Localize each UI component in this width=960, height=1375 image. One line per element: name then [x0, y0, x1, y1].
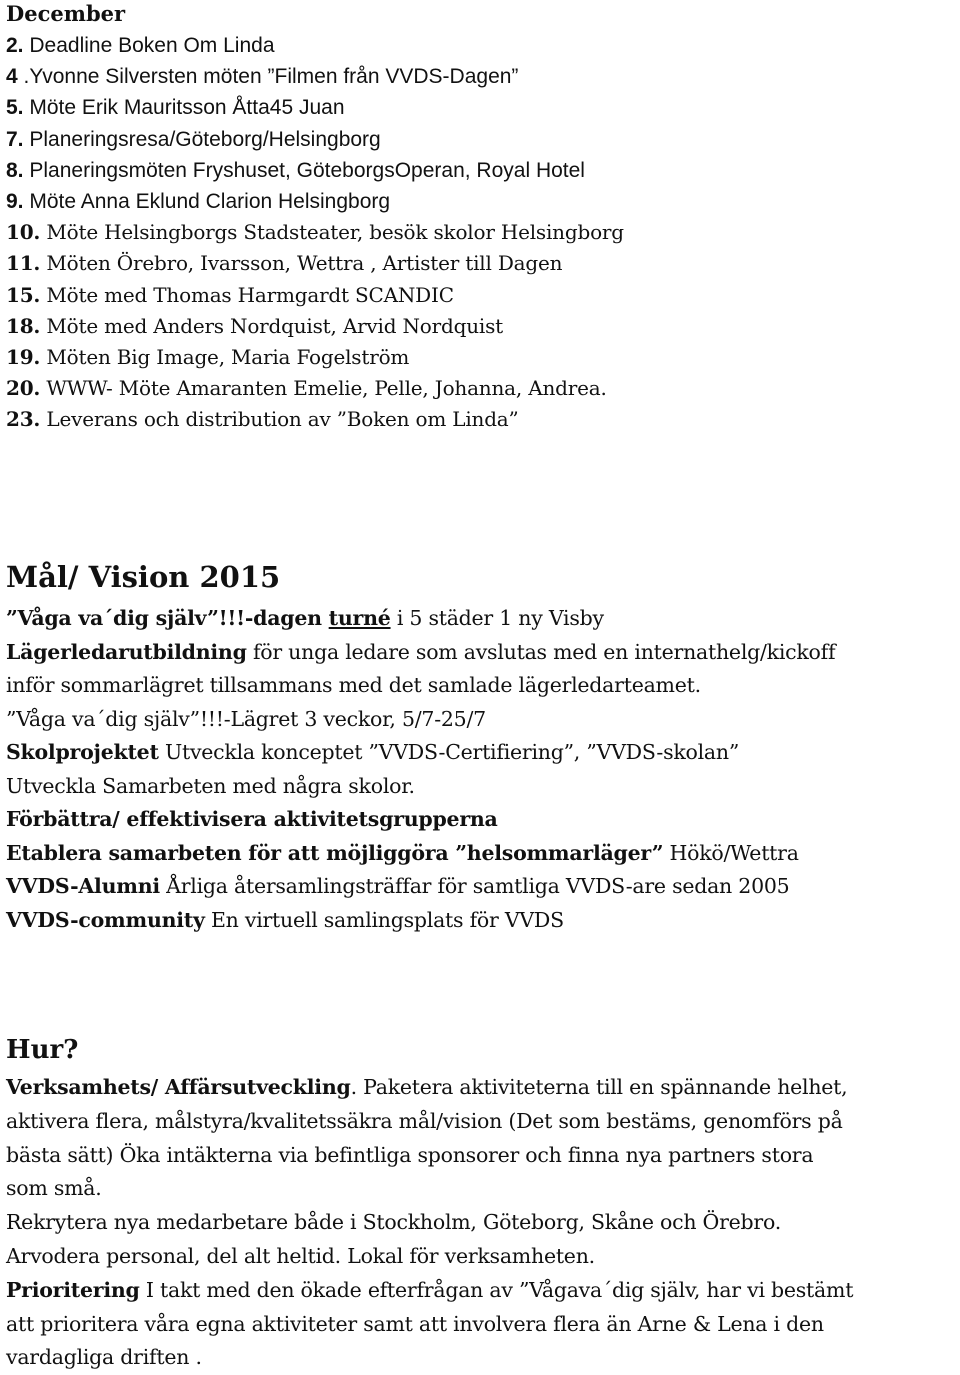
december-item-number: 23. — [6, 407, 41, 432]
december-item-text: Möte med Thomas Harmgardt SCANDIC — [46, 282, 454, 307]
vision-l1-bold: ”Våga va´dig själv”!!!-dagen — [6, 606, 329, 630]
december-item-text: WWW- Möte Amaranten Emelie, Pelle, Johanna, Andrea. — [46, 376, 607, 401]
hur-section — [6, 1071, 956, 1375]
hur-p1-line-4: som små. — [6, 1176, 102, 1201]
vision-line-5 — [6, 736, 956, 770]
hur-p1-bold: Verksamhets/ Affärsutveckling — [6, 1075, 351, 1099]
hur-p1-line-3: bästa sätt) Öka intäkterna via befintliga sponsorer och finna nya partners stora — [6, 1142, 814, 1167]
december-item — [6, 186, 624, 217]
december-item-text: Deadline Boken Om Linda — [29, 34, 275, 57]
december-item — [6, 30, 624, 61]
vision-line-4: ”Våga va´dig själv”!!!-Lägret 3 veckor, 5/7-25/7 — [6, 706, 486, 731]
december-item — [6, 248, 624, 279]
hur-p4-bold: Prioritering — [6, 1277, 140, 1302]
vision-l5-bold: Skolprojektet — [6, 740, 159, 764]
december-item-number: 15. — [6, 282, 41, 307]
vision-heading: Mål/ Vision 2015 — [6, 560, 281, 594]
december-item-number: 8. — [6, 158, 24, 182]
december-item-text: Planeringsmöten Fryshuset, GöteborgsOperan, Royal Hotel — [29, 158, 585, 182]
december-item-number: 19. — [6, 344, 41, 369]
vision-line-3: inför sommarlägret tillsammans med det samlade lägerledarteamet. — [6, 673, 701, 697]
vision-l8-bold: Etablera samarbeten för att möjliggöra ”helsommarläger” — [6, 840, 664, 865]
december-item-number: 2. — [6, 34, 24, 57]
hur-p3: Arvodera personal, del alt heltid. Lokal för verksamheten. — [6, 1243, 595, 1268]
december-item-text: Möten Örebro, Ivarsson, Wettra , Artister till Dagen — [46, 251, 563, 276]
december-item-number: 5. — [6, 96, 24, 120]
hur-p4-line-1 — [6, 1274, 956, 1308]
vision-l2-bold: Lägerledarutbildning — [6, 639, 247, 664]
december-list — [6, 30, 624, 435]
december-item — [6, 61, 624, 92]
december-item — [6, 342, 624, 373]
vision-section — [6, 602, 956, 937]
december-item-text: Möten Big Image, Maria Fogelström — [46, 344, 410, 369]
hur-p1-line-2: aktivera flera, målstyra/kvalitetssäkra mål/vision (Det som bestäms, genomförs på — [6, 1108, 843, 1133]
hur-p4-line-3: vardagliga driften . — [6, 1345, 202, 1370]
december-item-text: Möte Erik Mauritsson Åtta45 Juan — [29, 96, 345, 120]
vision-line-2 — [6, 636, 956, 670]
december-item-number: 11. — [6, 251, 41, 276]
december-item-text: Möte Anna Eklund Clarion Helsingborg — [29, 189, 391, 213]
vision-l1-underline: turné — [328, 606, 391, 630]
december-heading: December — [6, 1, 126, 26]
hur-p4-line-2: att prioritera våra egna aktiviteter samt att involvera flera än Arne & Lena i den — [6, 1311, 824, 1336]
vision-line-6: Utveckla Samarbeten med några skolor. — [6, 773, 415, 798]
december-item-number: 9. — [6, 189, 24, 213]
vision-line-9 — [6, 870, 956, 904]
december-item — [6, 404, 624, 435]
december-item — [6, 373, 624, 404]
december-item-text: Planeringsresa/Göteborg/Helsingborg — [29, 127, 381, 151]
december-item — [6, 280, 624, 311]
december-item-number: 20. — [6, 376, 41, 401]
hur-p2: Rekrytera nya medarbetare både i Stockholm, Göteborg, Skåne och Örebro. — [6, 1210, 781, 1235]
december-item-number: 10. — [6, 220, 41, 245]
hur-heading: Hur? — [6, 1035, 79, 1065]
december-item — [6, 124, 624, 155]
hur-p4-l1-rest: I takt med den ökade efterfrågan av ”Vågava´dig själv, har vi bestämt — [139, 1277, 854, 1302]
hur-p1-line-1 — [6, 1071, 956, 1105]
hur-p1-l1-rest: . Paketera aktiviteterna till en spännande helhet, — [350, 1075, 848, 1099]
december-item-text: Leverans och distribution av ”Boken om Linda” — [46, 407, 519, 432]
december-item-number: 18. — [6, 313, 41, 338]
december-item-text: Möte med Anders Nordquist, Arvid Nordquist — [46, 313, 503, 338]
vision-line-7: Förbättra/ effektivisera aktivitetsgrupperna — [6, 807, 498, 831]
december-item-number: 7. — [6, 127, 24, 151]
vision-l1-rest: i 5 städer 1 ny Visby — [390, 606, 604, 630]
vision-l10-bold: VVDS-community — [6, 907, 205, 932]
december-item — [6, 155, 624, 186]
vision-l9-rest: Årliga återsamlingsträffar för samtliga VVDS-are sedan 2005 — [159, 874, 790, 898]
vision-l9-bold: VVDS-Alumni — [6, 874, 160, 898]
vision-line-10 — [6, 904, 956, 938]
vision-l2-rest: för unga ledare som avslutas med en internathelg/kickoff — [246, 639, 836, 664]
vision-line-1 — [6, 602, 956, 636]
vision-l10-rest: En virtuell samlingsplats för VVDS — [204, 907, 564, 932]
december-item — [6, 311, 624, 342]
december-item-number: 4 — [6, 65, 18, 89]
vision-l8-rest: Hökö/Wettra — [663, 840, 799, 865]
december-item — [6, 217, 624, 248]
vision-line-8 — [6, 837, 956, 871]
december-item — [6, 92, 624, 123]
december-item-text: Möte Helsingborgs Stadsteater, besök skolor Helsingborg — [46, 220, 624, 245]
vision-l5-rest: Utveckla konceptet ”VVDS-Certifiering”, ”VVDS-skolan” — [158, 740, 740, 764]
december-item-text: .Yvonne Silversten möten ”Filmen från VVDS-Dagen” — [23, 65, 519, 89]
